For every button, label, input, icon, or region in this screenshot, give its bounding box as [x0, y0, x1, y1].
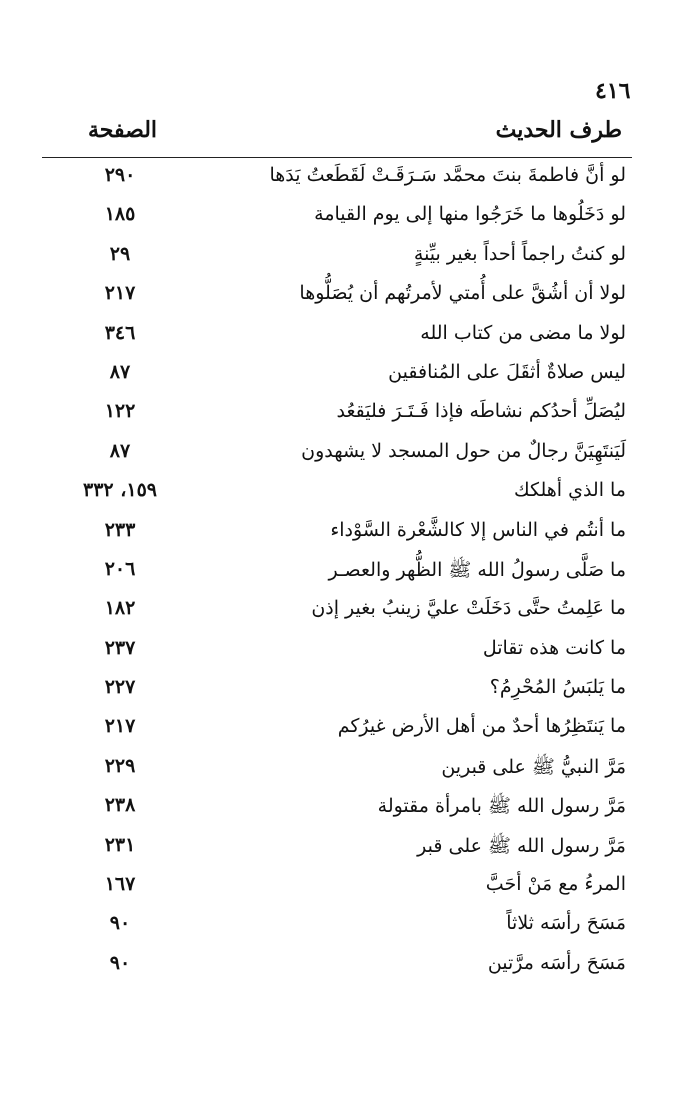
hadith-text: مَسَحَ رأسَه ثلاثاً — [506, 912, 626, 935]
index-row — [0, 672, 694, 711]
page-ref: ٩٠ — [109, 912, 131, 935]
page-ref: ٣٤٦ — [104, 321, 136, 344]
page-ref: ٢٣٣ — [104, 518, 136, 541]
header-divider — [42, 157, 632, 158]
page-ref: ٢٣٧ — [104, 636, 136, 659]
index-row — [0, 475, 694, 514]
index-row — [0, 869, 694, 908]
hadith-text: مَرَّ رسول الله ﷺ بامرأة مقتولة — [377, 795, 626, 818]
page-ref: ٢٢٧ — [104, 676, 136, 699]
hadith-text: لو أنَّ فاطمةَ بنتَ محمَّد سَـرَقَـتْ لَقَطَعتُ يَدَها — [269, 164, 626, 186]
index-row — [0, 278, 694, 317]
page-number: ٤١٦ — [595, 78, 631, 104]
hadith-text: ما يَلبَسُ المُحْرِمُ؟ — [489, 676, 626, 699]
hadith-text: مَرَّ النبيُّ ﷺ على قبرين — [441, 755, 626, 778]
page-ref: ٨٧ — [109, 439, 131, 462]
page-ref: ٩٠ — [109, 951, 131, 974]
page-ref: ٢٣١ — [104, 833, 136, 856]
page-ref: ٢٢٩ — [104, 754, 136, 777]
index-row — [0, 160, 694, 199]
header-hadith-beginning: طرف الحديث — [495, 117, 622, 143]
hadith-text: ما الذي أهلكك — [513, 479, 626, 502]
page-ref: ٢٠٦ — [104, 557, 136, 580]
page-ref: ١٢٢ — [104, 400, 136, 423]
hadith-text: لولا ما مضى من كتاب الله — [420, 321, 626, 344]
index-row — [0, 751, 694, 790]
hadith-text: مَسَحَ رأسَه مرَّتين — [487, 951, 626, 974]
index-row — [0, 515, 694, 554]
index-row — [0, 948, 694, 987]
index-row — [0, 239, 694, 278]
hadith-text: ما أنتُم في الناس إلا كالشَّعْرة السَّوْداء — [330, 518, 626, 541]
page-ref: ١٥٩، ٣٣٢ — [83, 479, 157, 502]
hadith-text: ما صَلَّى رسولُ الله ﷺ الظُّهر والعصـر — [328, 558, 626, 581]
header-page: الصفحة — [88, 117, 158, 143]
hadith-text: ما عَلِمتُ حتَّى دَخَلَتْ عليَّ زينبُ بغير إذن — [311, 597, 626, 620]
index-row — [0, 908, 694, 947]
index-row — [0, 199, 694, 238]
page-ref: ٢١٧ — [104, 715, 136, 738]
hadith-text: المرءُ مع مَنْ أحَبَّ — [485, 873, 626, 896]
index-row — [0, 633, 694, 672]
index-row — [0, 711, 694, 750]
page-ref: ٢١٧ — [104, 282, 136, 305]
page-ref: ٢٣٨ — [104, 794, 136, 817]
index-row — [0, 593, 694, 632]
hadith-index-list — [0, 160, 694, 987]
page-ref: ٨٧ — [109, 360, 131, 383]
hadith-text: مَرَّ رسول الله ﷺ على قبر — [417, 834, 626, 857]
page-ref: ٢٩ — [109, 242, 131, 265]
index-row — [0, 830, 694, 869]
page-ref: ١٨٢ — [104, 597, 136, 620]
hadith-text: لو دَخَلُوها ما خَرَجُوا منها إلى يوم القيامة — [314, 203, 626, 226]
index-row — [0, 436, 694, 475]
hadith-text: لو كنتُ راجماً أحداً بغير بيِّنةٍ — [413, 242, 626, 265]
index-row — [0, 396, 694, 435]
hadith-text: لولا أن أشُقَّ على أُمتي لأمرتُهم أن يُصَلُّوها — [299, 282, 626, 305]
hadith-text: لَيَنتَهِيَنَّ رجالٌ من حول المسجد لا يشهدون — [301, 439, 626, 462]
index-row — [0, 554, 694, 593]
hadith-text: ما كانت هذه تقاتل — [482, 636, 626, 659]
index-row — [0, 318, 694, 357]
page-ref: ١٦٧ — [104, 873, 136, 896]
hadith-text: ليُصَلِّ أحدُكم نشاطَه فإذا فَـتَـرَ فليَقعُد — [336, 400, 626, 423]
hadith-text: ليس صلاةٌ أثقَلَ على المُنافقين — [388, 360, 626, 383]
index-row — [0, 357, 694, 396]
hadith-text: ما يَنتَظِرُها أحدٌ من أهل الأرض غيرُكم — [337, 715, 626, 738]
page-ref: ٢٩٠ — [104, 164, 136, 186]
index-row — [0, 790, 694, 829]
page-ref: ١٨٥ — [104, 203, 136, 226]
